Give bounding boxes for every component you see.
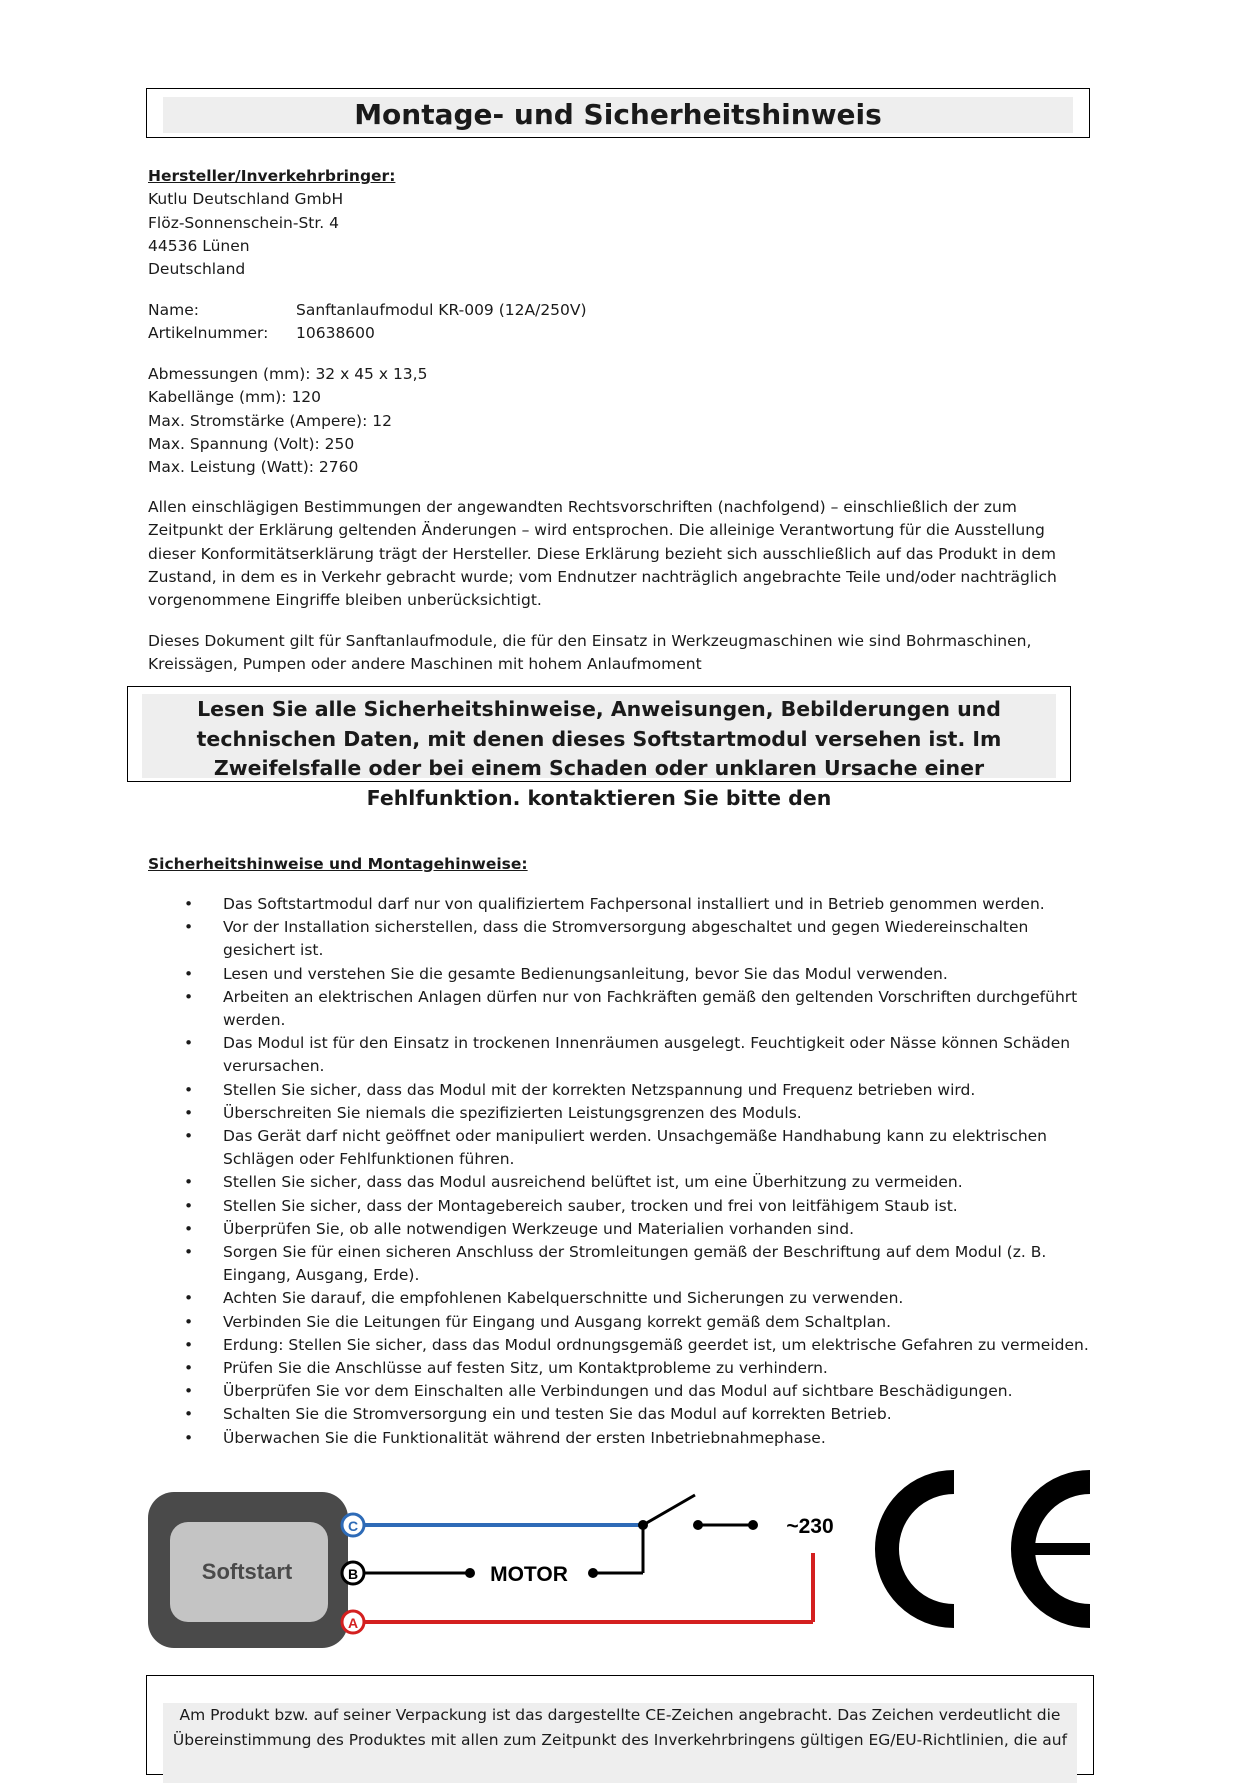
- page-title: Montage- und Sicherheitshinweis: [354, 98, 882, 131]
- product-article-row: [148, 322, 1048, 345]
- list-item-text: Arbeiten an elektrischen Anlagen dürfen nur von Fachkräften gemäß den geltenden Vorschriften durchgeführt werden.: [223, 987, 1078, 1030]
- product-name-row: [148, 299, 1048, 322]
- terminal-a-label: A: [347, 1615, 359, 1631]
- bullet: •: [184, 1080, 194, 1099]
- safety-heading: Sicherheitshinweise und Montagehinweise:: [148, 855, 528, 873]
- product-block: [148, 299, 1048, 346]
- list-item: [148, 1079, 1098, 1102]
- list-item: [148, 1311, 1098, 1334]
- list-item: [148, 1403, 1098, 1426]
- list-item: [148, 916, 1098, 962]
- product-article-label: Artikelnummer:: [148, 324, 269, 343]
- ce-note-box: [146, 1675, 1094, 1775]
- list-item: [148, 1032, 1098, 1078]
- list-item-text: Stellen Sie sicher, dass der Montagebereich sauber, trocken und frei von leitfähigem Staub ist.: [223, 1196, 958, 1215]
- list-item-text: Stellen Sie sicher, dass das Modul mit der korrekten Netzspannung und Frequenz betrieben wird.: [223, 1080, 976, 1099]
- title-box: [146, 88, 1090, 138]
- list-item-text: Überprüfen Sie, ob alle notwendigen Werkzeuge und Materialien vorhanden sind.: [223, 1219, 854, 1238]
- list-item-text: Vor der Installation sicherstellen, dass die Stromversorgung abgeschaltet und gegen Wiedereinschalten gesichert ist.: [223, 918, 1029, 960]
- notice-box: [127, 686, 1071, 810]
- list-item-text: Prüfen Sie die Anschlüsse auf festen Sitz, um Kontaktprobleme zu verhindern.: [223, 1359, 828, 1378]
- scope-paragraph: Dieses Dokument gilt für Sanftanlaufmodule, die für den Einsatz in Werkzeugmaschinen wie sind Bohrmaschinen, Kreissägen, Pumpen oder andere Maschinen mit hohem Anlaufmoment: [148, 632, 1032, 674]
- safety-list: [148, 893, 1098, 1450]
- list-item: [148, 986, 1098, 1032]
- list-item: [148, 1218, 1098, 1241]
- bullet: •: [184, 1382, 194, 1401]
- bullet: •: [184, 1103, 194, 1122]
- list-item-text: Überschreiten Sie niemals die spezifizierten Leistungsgrenzen des Moduls.: [223, 1103, 802, 1122]
- list-item: [148, 963, 1098, 986]
- ce-mark-c: [887, 1482, 954, 1616]
- bullet: •: [184, 1359, 194, 1378]
- terminal-c-label: C: [347, 1518, 359, 1534]
- wiring-diagram: [140, 1460, 860, 1660]
- list-item-text: Achten Sie darauf, die empfohlenen Kabelquerschnitte und Sicherungen zu verwenden.: [223, 1289, 904, 1308]
- bullet: •: [184, 1428, 194, 1447]
- ce-mark-e-bar: [1026, 1543, 1090, 1555]
- product-name-label: Name:: [148, 301, 199, 319]
- list-item-text: Verbinden Sie die Leitungen für Eingang und Ausgang korrekt gemäß dem Schaltplan.: [223, 1312, 892, 1331]
- bullet: •: [184, 1173, 194, 1192]
- list-item-text: Überwachen Sie die Funktionalität während der ersten Inbetriebnahmephase.: [223, 1428, 826, 1447]
- manufacturer-line: 44536 Lünen: [148, 236, 250, 255]
- spec-line: Max. Leistung (Watt): 2760: [148, 458, 359, 477]
- list-item: [148, 1171, 1098, 1194]
- specs-block: [148, 363, 1048, 479]
- bullet: •: [184, 1405, 194, 1424]
- list-item-text: Sorgen Sie für einen sicheren Anschluss der Stromleitungen gemäß der Beschriftung auf dem Modul (z. B. Eingang, Ausgang, Erde).: [223, 1243, 1047, 1285]
- bullet: •: [184, 1243, 194, 1262]
- switch-arm: [643, 1495, 695, 1525]
- list-item-text: Das Softstartmodul darf nur von qualifiziertem Fachpersonal installiert und in Betrieb genommen werden.: [223, 895, 1045, 913]
- list-item-text: Lesen und verstehen Sie die gesamte Bedienungsanleitung, bevor Sie das Modul verwenden.: [223, 964, 948, 983]
- title-background: [163, 97, 1073, 133]
- spec-line: Kabellänge (mm): 120: [148, 388, 322, 407]
- list-item: [148, 1195, 1098, 1218]
- manufacturer-line: Flöz-Sonnenschein-Str. 4: [148, 213, 340, 232]
- list-item: [148, 1334, 1098, 1357]
- list-item-text: Schalten Sie die Stromversorgung ein und testen Sie das Modul auf korrekten Betrieb.: [223, 1405, 892, 1424]
- bullet: •: [184, 964, 194, 983]
- ce-note-text: Am Produkt bzw. auf seiner Verpackung ist das dargestellte CE-Zeichen angebracht. Das Zeichen verdeutlicht die Übereinstimmung des Produktes mit allen zum Zeitpunkt des Inverkehrbringens gültigen EG/EU-Richtlinien, die auf: [163, 1703, 1077, 1783]
- bullet: •: [184, 1289, 194, 1308]
- conformity-paragraph: Allen einschlägigen Bestimmungen der angewandten Rechtsvorschriften (nachfolgend) – einschließlich der zum Zeitpunkt der Erklärung geltenden Änderungen – wird entsprochen. Die alleinige Verantwortung für die Ausstellung dieser Konformitätserklärung trägt der Hersteller. Diese Erklärung bezieht sich ausschließlich auf das Produkt in dem Zustand, in dem es in Verkehr gebracht wurde; vom Endnutzer nachträglich angebrachte Teile und/oder nachträglich vorgenommene Eingriffe bleiben unberücksichtigt.: [148, 498, 1057, 610]
- bullet: •: [184, 1034, 194, 1053]
- list-item: [148, 1102, 1098, 1125]
- manufacturer-line: Kutlu Deutschland GmbH: [148, 190, 344, 209]
- manufacturer-heading: Hersteller/Inverkehrbringer:: [148, 167, 396, 185]
- ce-mark-icon: [876, 1470, 1094, 1628]
- terminal-b-label: B: [347, 1566, 359, 1582]
- bullet: •: [184, 1219, 194, 1238]
- spec-line: Abmessungen (mm): 32 x 45 x 13,5: [148, 365, 428, 383]
- bullet: •: [184, 1196, 194, 1215]
- list-item-text: Stellen Sie sicher, dass das Modul ausreichend belüftet ist, um eine Überhitzung zu vermeiden.: [223, 1173, 963, 1192]
- manufacturer-line: Deutschland: [148, 260, 246, 279]
- motor-label: MOTOR: [490, 1563, 568, 1586]
- list-item: [148, 1241, 1098, 1287]
- list-item: [148, 1287, 1098, 1310]
- motor-terminal-left: [465, 1568, 475, 1578]
- bullet: •: [184, 895, 194, 913]
- bullet: •: [184, 1335, 194, 1354]
- voltage-label: ~230: [786, 1515, 834, 1538]
- list-item: [148, 1380, 1098, 1403]
- spec-line: Max. Stromstärke (Ampere): 12: [148, 411, 392, 430]
- notice-text: Lesen Sie alle Sicherheitshinweise, Anweisungen, Bebilderungen und technischen Daten, mit denen dieses Softstartmodul versehen ist. Im Zweifelsfalle oder bei einem Schaden oder unklaren Ursache einer Fehlfunktion. kontaktieren Sie bitte den: [142, 694, 1056, 778]
- list-item-text: Das Modul ist für den Einsatz in trockenen Innenräumen ausgelegt. Feuchtigkeit oder Nässe können Schäden verursachen.: [223, 1034, 1071, 1076]
- bullet: •: [184, 1312, 194, 1331]
- list-item: [148, 1125, 1098, 1171]
- list-item: [148, 1357, 1098, 1380]
- bullet: •: [184, 918, 194, 937]
- product-article-value: 10638600: [296, 324, 375, 343]
- manufacturer-block: [148, 165, 1048, 281]
- list-item-text: Das Gerät darf nicht geöffnet oder manipuliert werden. Unsachgemäße Handhabung kann zu elektrischen Schlägen oder Fehlfunktionen führen.: [223, 1127, 1048, 1169]
- list-item-text: Erdung: Stellen Sie sicher, dass das Modul ordnungsgemäß geerdet ist, um elektrische Gefahren zu vermeiden.: [223, 1335, 1089, 1354]
- list-item-text: Überprüfen Sie vor dem Einschalten alle Verbindungen und das Modul auf sichtbare Beschädigungen.: [223, 1382, 1013, 1401]
- product-name-value: Sanftanlaufmodul KR-009 (12A/250V): [296, 301, 587, 319]
- list-item: [148, 1427, 1098, 1450]
- bullet: •: [184, 1127, 194, 1146]
- module-label: Softstart: [201, 1559, 293, 1584]
- supply-terminal: [748, 1520, 758, 1530]
- spec-line: Max. Spannung (Volt): 250: [148, 434, 355, 453]
- list-item: [148, 893, 1098, 916]
- bullet: •: [184, 987, 194, 1006]
